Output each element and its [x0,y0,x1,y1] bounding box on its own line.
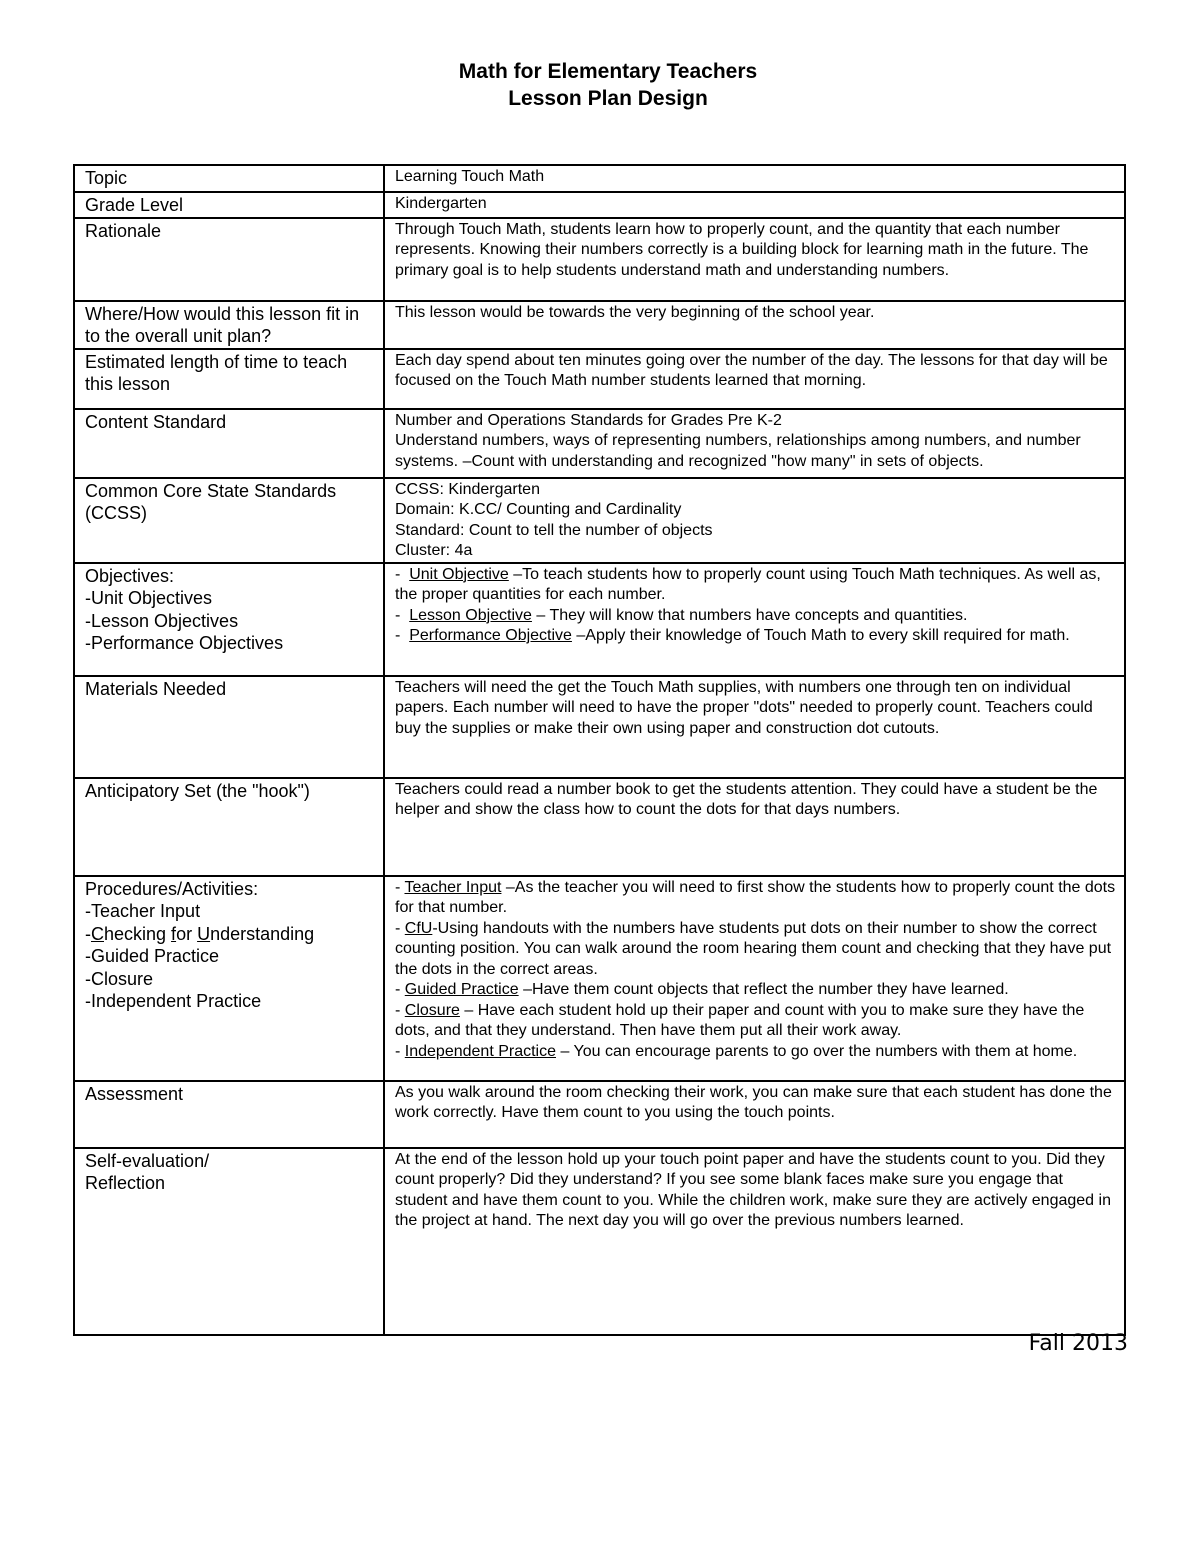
document-subtitle: Lesson Plan Design [508,87,708,110]
table-row [74,876,1125,1081]
table-row [74,218,1125,301]
table-row [74,478,1125,563]
content-standard-line: Understand numbers, ways of representing numbers, relationships among numbers, and number systems. –Count with understanding and recognized "how many" in sets of objects. [395,432,1081,470]
lesson-objective-term: Lesson Objective [409,606,532,624]
performance-objective: - Performance Objective –Apply their knowledge of Touch Math to every skill required for math. [395,627,1070,644]
closure-term: Closure [404,1001,460,1019]
objectives-label [74,563,384,676]
performance-objective-text: –Apply their knowledge of Touch Math to every skill required for math. [571,627,1070,644]
unit-fit-label: Where/How would this lesson fit in to the overall unit plan? [74,301,384,349]
ccss-label-line: (CCSS) [85,503,147,523]
table-row [74,1081,1125,1148]
reflection-label-line: Reflection [85,1173,166,1193]
closure-text: – Have each student hold up their paper and count with you to make sure they have the dots, and that they understand. Then have them put all their work away. [395,1001,1085,1039]
table-row [74,563,1125,676]
table-row [74,676,1125,778]
grade-level-value: Kindergarten [384,192,1125,218]
procedures-label-line: -Guided Practice [85,946,220,966]
footer-term: Fall 2013 [1028,1331,1128,1356]
table-row [74,778,1125,876]
table-row [74,1148,1125,1335]
objectives-label-line: -Unit Objectives [85,588,213,608]
guided-practice-term: Guided Practice [404,981,519,998]
document-title: Math for Elementary Teachers [458,60,758,83]
procedures-label-line: -Teacher Input [85,901,201,921]
materials-value: Teachers will need the get the Touch Math supplies, with numbers one through ten on individual papers. Each number will need to have the proper "dots" needed to properly count. Teachers could buy the supplies or make their own using paper and construction dot cutouts. [384,676,1125,778]
rationale-label: Rationale [74,218,384,301]
ccss-value [384,478,1125,563]
procedures-label [74,876,384,1081]
cfu-text: -Using handouts with the numbers have students put dots on their number to show the correct counting position. You can walk around the room hearing them count and checking that they have put the dots in the correct areas. [395,919,1112,978]
performance-objective-term: Performance Objective [409,627,572,644]
ccss-line: Domain: K.CC/ Counting and Cardinality [395,501,682,518]
topic-label: Topic [74,165,384,192]
ccss-label-line: Common Core State Standards [85,480,337,501]
procedures-label-line: -Independent Practice [85,991,262,1011]
objectives-value [384,563,1125,676]
table-row [74,165,1125,192]
anticipatory-set-label: Anticipatory Set (the "hook") [74,778,384,876]
ccss-label [74,478,384,563]
independent-practice-step: - Independent Practice – You can encourage parents to go over the numbers with them at home. [395,1042,1078,1060]
table-row [74,192,1125,218]
cfu-term: CfU [404,919,433,937]
lesson-objective: - Lesson Objective – They will know that numbers have concepts and quantities. [395,606,968,624]
guided-practice-text: –Have them count objects that reflect the number they have learned. [518,981,1009,998]
ccss-line: Standard: Count to tell the number of objects [395,521,713,539]
rationale-value: Through Touch Math, students learn how to properly count, and the quantity that each number represents. Knowing their numbers correctly is a building block for learning math in the future. The primary goal is to help students understand math and understanding numbers. [384,218,1125,301]
topic-value: Learning Touch Math [384,165,1125,192]
content-standard-line: Number and Operations Standards for Grades Pre K-2 [395,411,782,429]
unit-objective-term: Unit Objective [409,565,509,583]
teacher-input-term: Teacher Input [404,878,502,896]
procedures-label-line: -Checking for Understanding [85,923,315,944]
content-standard-label: Content Standard [74,409,384,478]
ccss-line: Cluster: 4a [395,542,473,559]
guided-practice-step: - Guided Practice –Have them count objects that reflect the number they have learned. [395,981,1009,998]
independent-practice-term: Independent Practice [404,1042,556,1060]
reflection-label [74,1148,384,1335]
ccss-line: CCSS: Kindergarten [395,480,540,498]
lesson-plan-table [73,164,1126,1336]
lesson-objective-text: – They will know that numbers have concepts and quantities. [531,606,968,624]
procedures-label-line: Procedures/Activities: [85,878,259,899]
table-row [74,301,1125,349]
independent-practice-text: – You can encourage parents to go over the numbers with them at home. [556,1042,1078,1060]
reflection-label-line: Self-evaluation/ [85,1150,210,1171]
table-row [74,349,1125,409]
reflection-value: At the end of the lesson hold up your touch point paper and have the students count to you. Did they count properly? Did they understand? If you see some blank faces make sure you engage that student and have them count to you. While the children work, make sure they are actively engaged in the project at hand. The next day you will go over the previous numbers learned. [384,1148,1125,1335]
objectives-label-line: -Lesson Objectives [85,610,239,631]
objectives-label-line: Objectives: [85,565,175,586]
unit-objective-text: –To teach students how to properly count using Touch Math techniques. As well as, the proper quantities for each number. [395,565,1101,603]
anticipatory-set-value: Teachers could read a number book to get the students attention. They could have a student be the helper and show the class how to count the dots for that days numbers. [384,778,1125,876]
time-length-label: Estimated length of time to teach this lesson [74,349,384,409]
content-standard-value [384,409,1125,478]
objectives-label-line: -Performance Objectives [85,633,284,653]
unit-objective: - Unit Objective –To teach students how to properly count using Touch Math techniques. As well as, the proper quantities for each number. [395,565,1101,603]
assessment-label: Assessment [74,1081,384,1148]
procedures-value [384,876,1125,1081]
materials-label: Materials Needed [74,676,384,778]
teacher-input-step: - Teacher Input –As the teacher you will need to first show the students how to properly count the dots for that number. [395,878,1116,916]
procedures-label-line: -Closure [85,968,154,989]
time-length-value: Each day spend about ten minutes going over the number of the day. The lessons for that day will be focused on the Touch Math number students learned that morning. [384,349,1125,409]
assessment-value: As you walk around the room checking their work, you can make sure that each student has done the work correctly. Have them count to you using the touch points. [384,1081,1125,1148]
cfu-step: - CfU-Using handouts with the numbers have students put dots on their number to show the correct counting position. You can walk around the room hearing them count and checking that they have put the dots in the correct areas. [395,919,1112,978]
grade-level-label: Grade Level [74,192,384,218]
unit-fit-value: This lesson would be towards the very beginning of the school year. [384,301,1125,349]
closure-step: - Closure – Have each student hold up their paper and count with you to make sure they have the dots, and that they understand. Then have them put all their work away. [395,1001,1085,1039]
table-row [74,409,1125,478]
teacher-input-text: –As the teacher you will need to first show the students how to properly count the dots for that number. [395,878,1116,916]
